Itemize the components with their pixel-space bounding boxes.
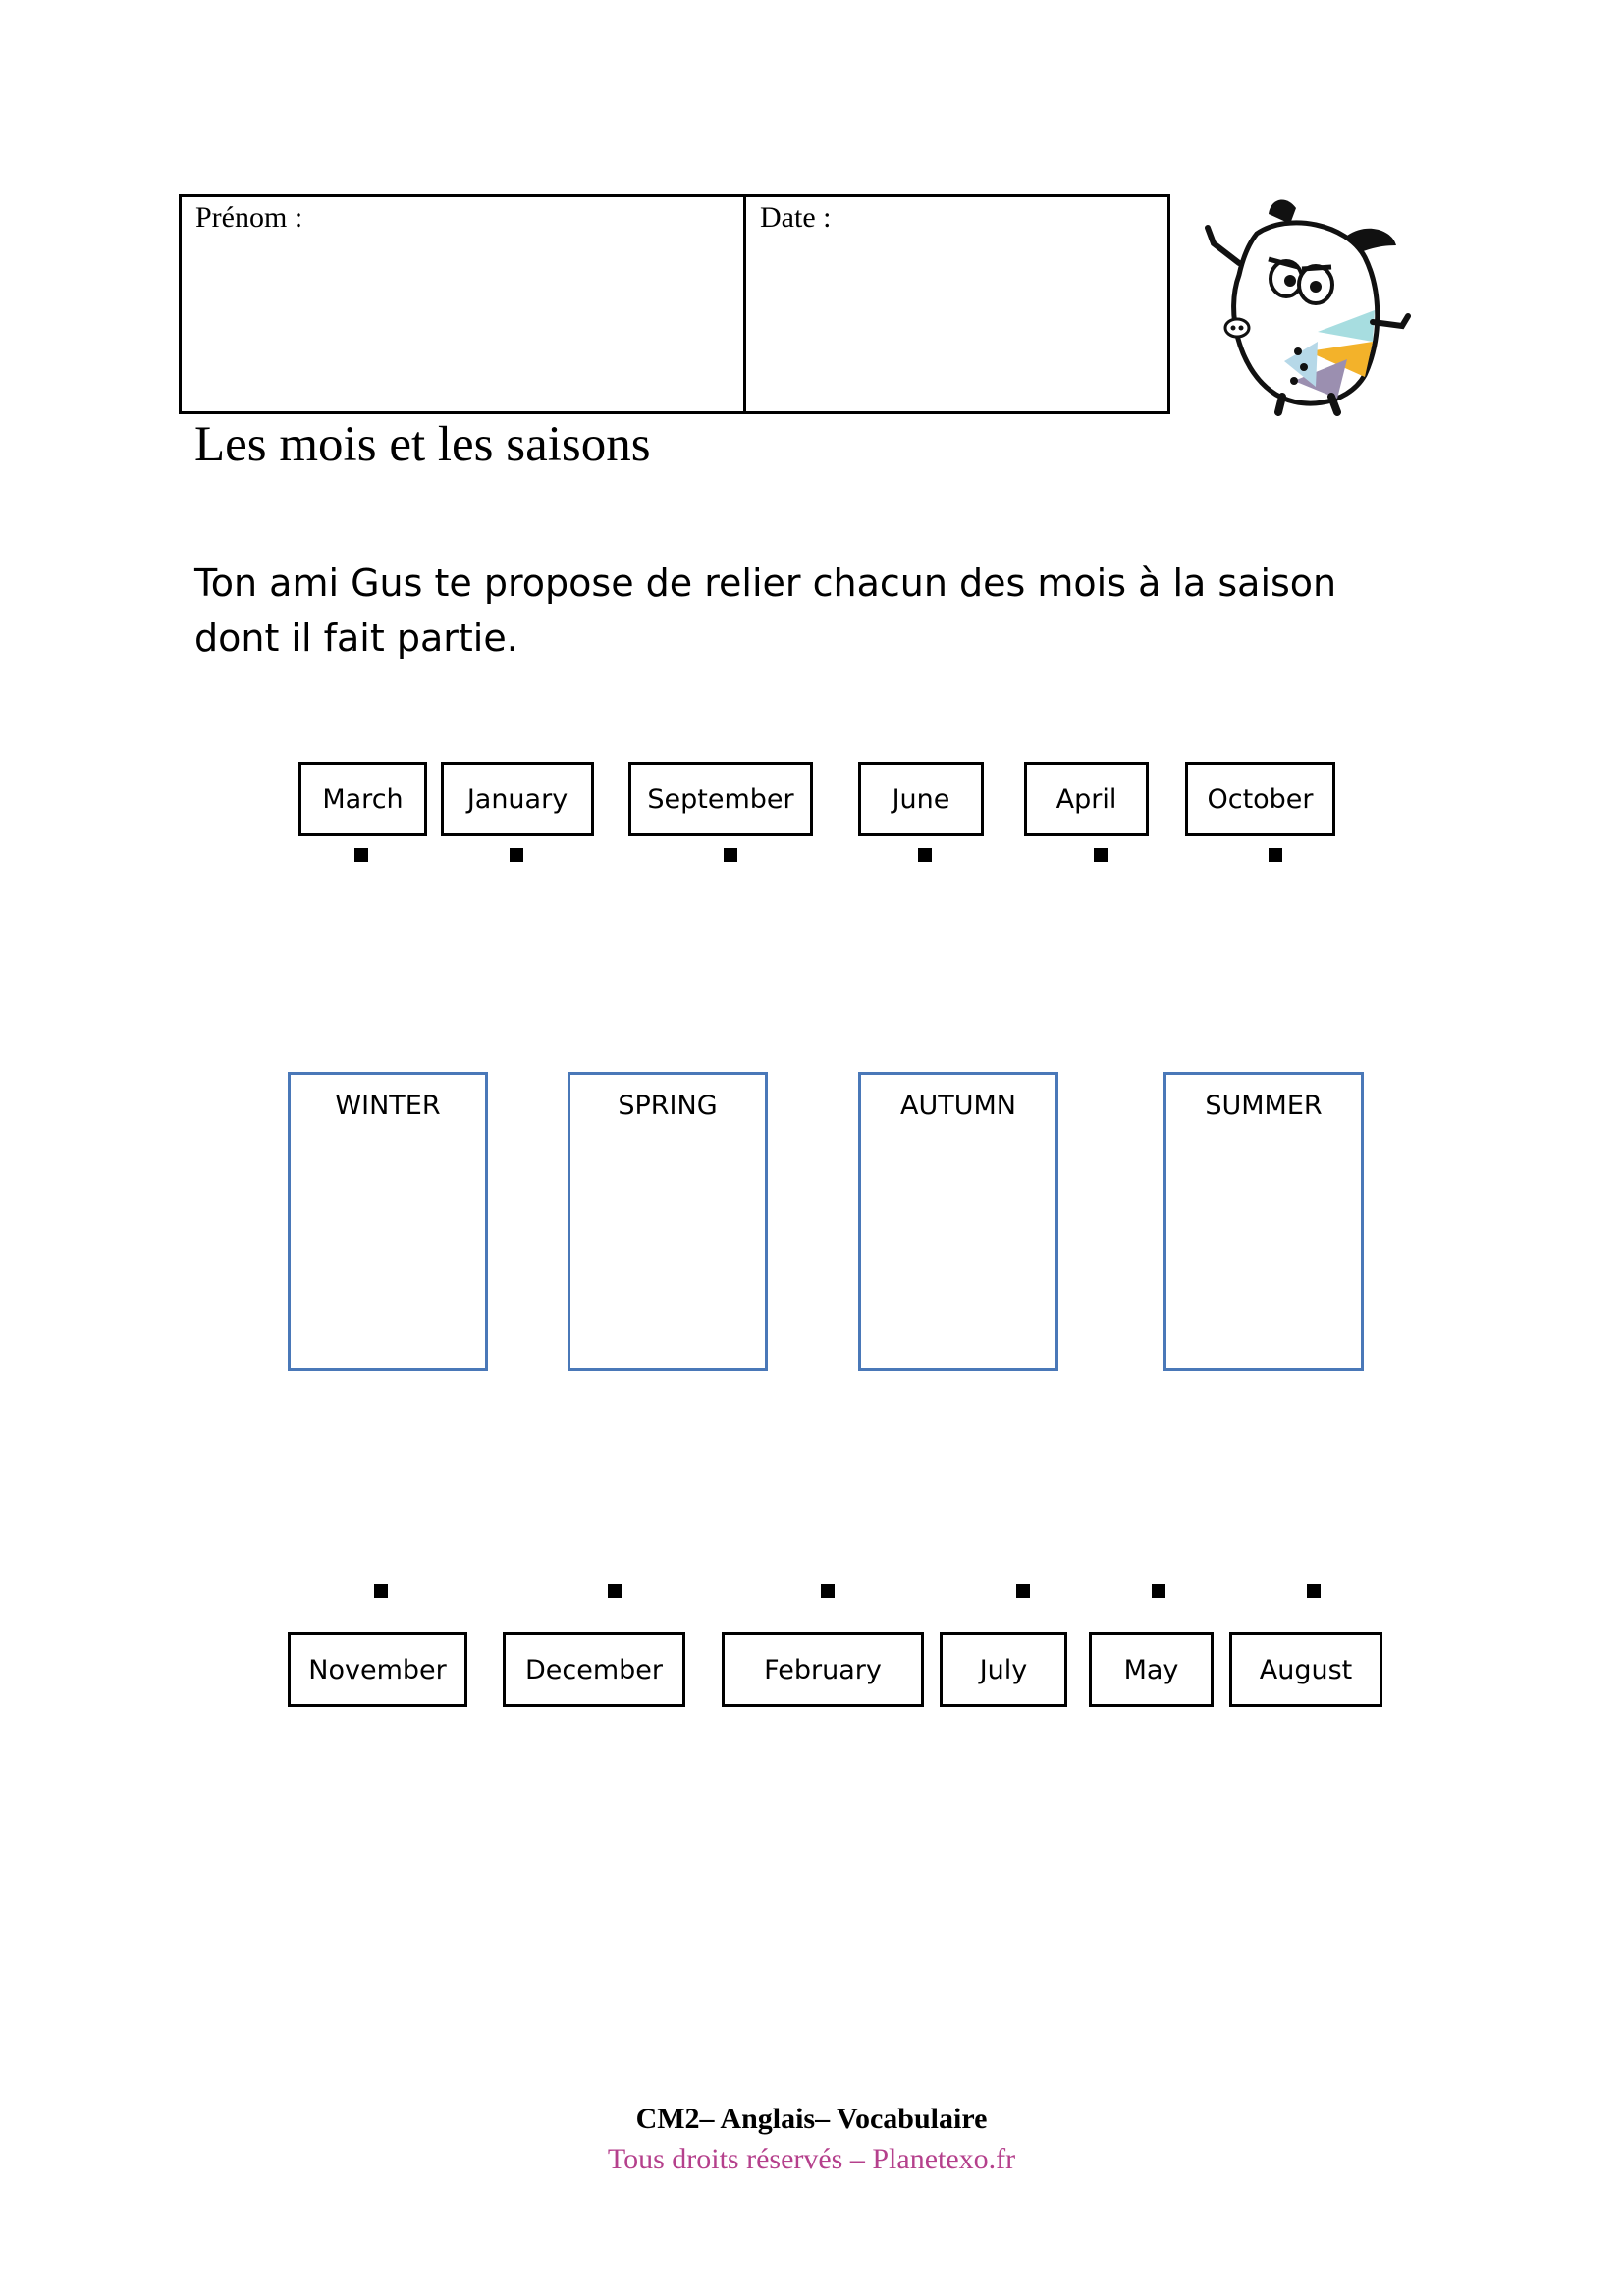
connection-dot[interactable] — [354, 848, 368, 862]
month-box-top[interactable]: January — [441, 762, 594, 836]
connection-dot[interactable] — [724, 848, 737, 862]
mascot-gus-icon — [1200, 194, 1412, 416]
season-label: SPRING — [618, 1091, 718, 1121]
footer-copyright: Tous droits réservés – Planetexo.fr — [607, 2143, 1016, 2175]
connection-dot[interactable] — [1094, 848, 1108, 862]
header-table — [179, 194, 1170, 414]
connection-dot[interactable] — [918, 848, 932, 862]
month-box-bottom[interactable]: August — [1229, 1632, 1382, 1707]
date-label: Date : — [760, 201, 832, 234]
prenom-label: Prénom : — [195, 201, 303, 234]
month-box-top[interactable]: March — [298, 762, 427, 836]
connection-dot[interactable] — [1152, 1584, 1165, 1598]
season-label: AUTUMN — [900, 1091, 1016, 1121]
month-box-bottom[interactable]: December — [503, 1632, 685, 1707]
season-box-winter[interactable] — [288, 1072, 488, 1371]
connection-dot[interactable] — [821, 1584, 835, 1598]
season-box-autumn[interactable] — [858, 1072, 1058, 1371]
season-label: WINTER — [335, 1091, 441, 1121]
connection-dot[interactable] — [608, 1584, 622, 1598]
season-box-summer[interactable] — [1163, 1072, 1364, 1371]
footer — [0, 2099, 1623, 2179]
season-label: SUMMER — [1205, 1091, 1323, 1121]
month-box-top[interactable]: June — [858, 762, 984, 836]
connection-dot[interactable] — [1269, 848, 1282, 862]
month-box-bottom[interactable]: February — [722, 1632, 924, 1707]
month-box-top[interactable]: September — [628, 762, 813, 836]
connection-dot[interactable] — [1016, 1584, 1030, 1598]
page-title: Les mois et les saisons — [194, 417, 651, 472]
prenom-field[interactable] — [182, 197, 746, 411]
footer-subject: CM2– Anglais– Vocabulaire — [635, 2103, 988, 2135]
connection-dot[interactable] — [510, 848, 523, 862]
month-box-bottom[interactable]: July — [940, 1632, 1067, 1707]
connection-dot[interactable] — [1307, 1584, 1321, 1598]
month-box-top[interactable]: October — [1185, 762, 1335, 836]
connection-dot[interactable] — [374, 1584, 388, 1598]
instructions-text: Ton ami Gus te propose de relier chacun des mois à la saison dont il fait partie. — [194, 561, 1337, 660]
season-box-spring[interactable] — [568, 1072, 768, 1371]
month-box-bottom[interactable]: November — [288, 1632, 467, 1707]
date-field[interactable] — [746, 197, 1167, 411]
month-box-bottom[interactable]: May — [1089, 1632, 1214, 1707]
month-box-top[interactable]: April — [1024, 762, 1149, 836]
